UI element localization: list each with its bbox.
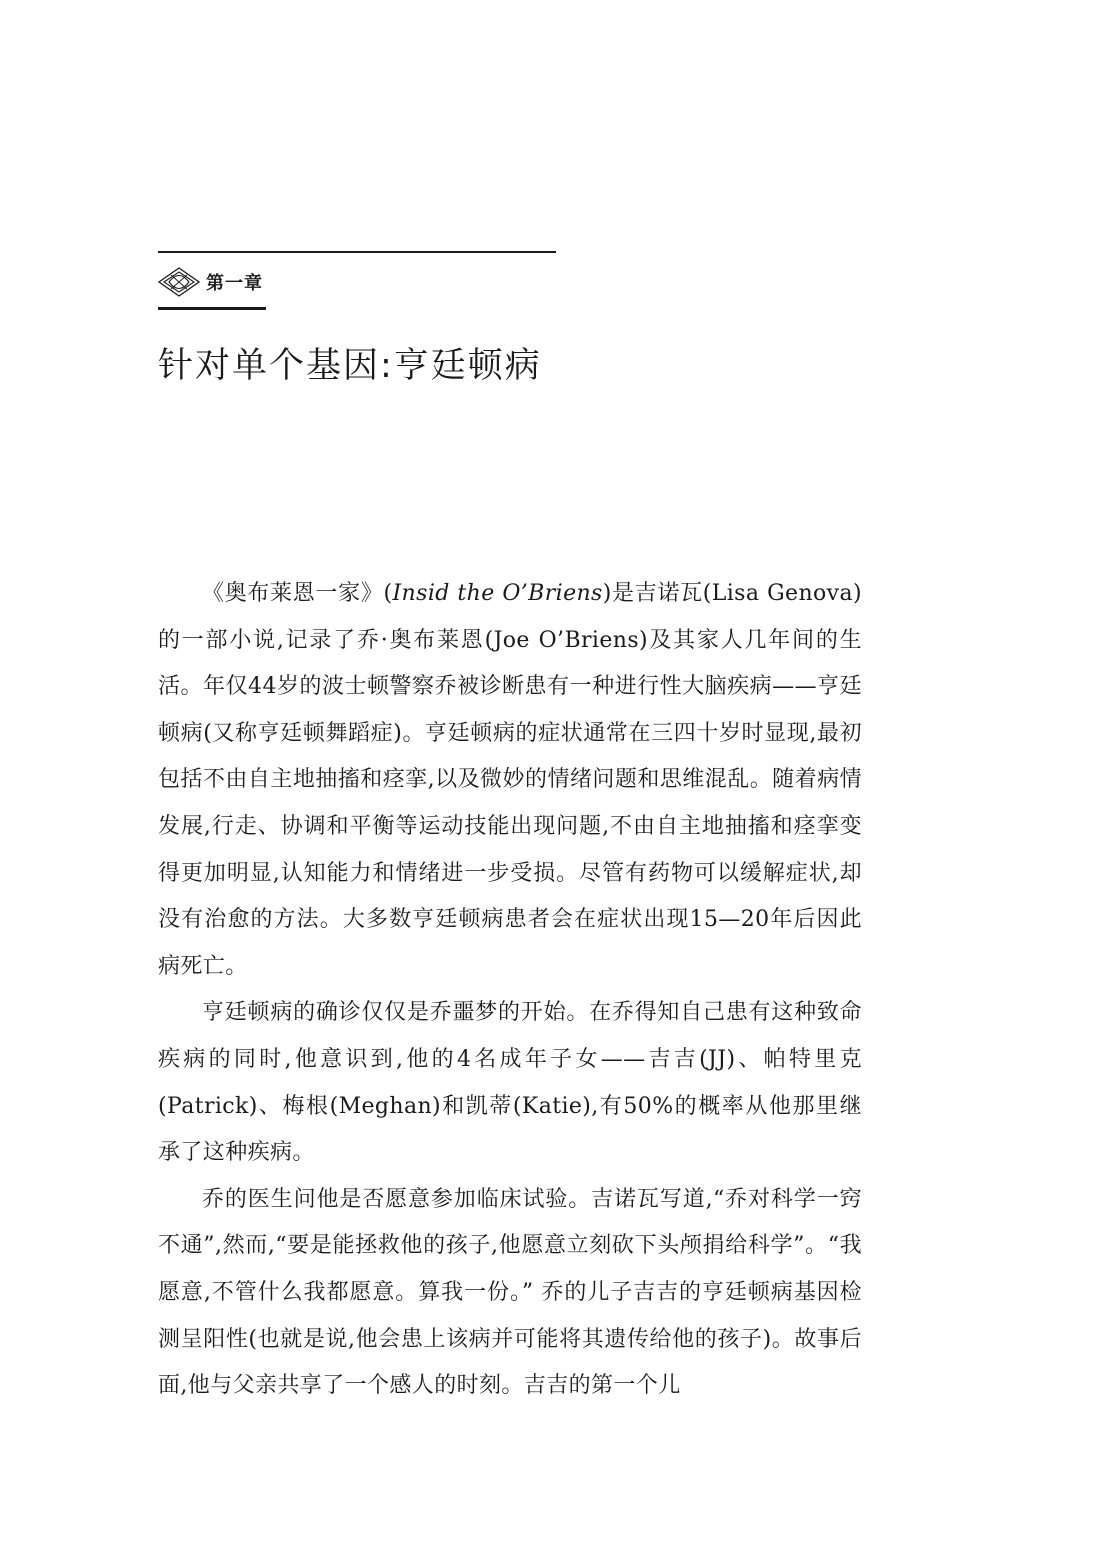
- chapter-underline: [158, 307, 266, 310]
- paragraph-1: [158, 571, 862, 990]
- chapter-title: 针对单个基因:亨廷顿病: [158, 346, 542, 386]
- paragraph-1-body: )是吉诺瓦(Lisa Genova)的一部小说,记录了乔·奥布莱恩(Joe O’Briens)及其家人几年间的生活。年仅44岁的波士顿警察乔被诊断患有一种进行性大脑疾病——亨廷顿病(又称亨廷顿舞蹈症)。亨廷顿病的症状通常在三四十岁时显现,最初包括不由自主地抽搐和痉挛,以及微妙的情绪问题和思维混乱。随着病情发展,行走、协调和平衡等运动技能出现问题,不由自主地抽搐和痉挛变得更加明显,认知能力和情绪进一步受损。尽管有药物可以缓解症状,却没有治愈的方法。大多数亨廷顿病患者会在症状出现15—20年后因此病死亡。: [158, 581, 863, 979]
- chapter-label: [158, 264, 263, 300]
- paragraph-1-lead: 《奥布莱恩一家》(: [202, 581, 393, 606]
- paragraph-3: 乔的医生问他是否愿意参加临床试验。吉诺瓦写道,“乔对科学一窍不通”,然而,“要是能拯救他的孩子,他愿意立刻砍下头颅捐给科学”。“我愿意,不管什么我都愿意。算我一份。” 乔的儿子吉吉的亨廷顿病基因检测呈阳性(也就是说,他会患上该病并可能将其遗传给他的孩子)。故事后面,他与父亲共享了一个感人的时刻。吉吉的第一个儿: [158, 1186, 862, 1399]
- chapter-number: 第一章: [206, 273, 263, 294]
- chapter-top-rule: [158, 251, 556, 253]
- paragraph-2: 亨廷顿病的确诊仅仅是乔噩梦的开始。在乔得知自己患有这种致命疾病的同时,他意识到,他的4名成年子女——吉吉(JJ)、帕特里克(Patrick)、梅根(Meghan)和凯蒂(Katie),有50%的概率从他那里继承了这种疾病。: [158, 1000, 862, 1166]
- diamond-ornament-icon: [158, 266, 200, 298]
- book-title-italic: Insid the O’Briens: [392, 581, 603, 606]
- body-text: [158, 571, 862, 1410]
